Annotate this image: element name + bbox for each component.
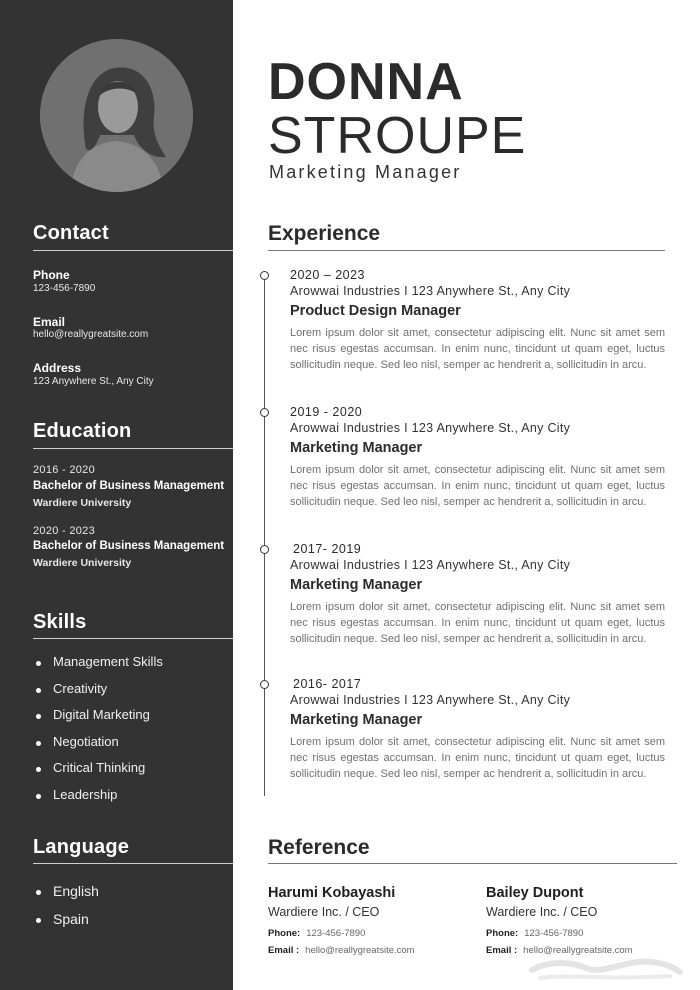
contact-title: Contact [33,222,109,244]
reference-company: Wardiere Inc. / CEO [486,905,598,919]
skill-item: Creativity [36,681,163,708]
timeline-dot [260,271,269,280]
reference-phone: 123-456-7890 [306,928,366,939]
reference-phone-row [486,928,583,939]
skill-item: Management Skills [36,654,163,681]
experience-company: Arowwai Industries I 123 Anywhere St., Any City [290,558,571,572]
skills-title: Skills [33,611,87,633]
reference-phone-label: Phone: [486,928,519,939]
contact-address-value: 123 Anywhere St., Any City [33,376,154,387]
language-item: Spain [36,911,99,939]
contact-email-value: hello@reallygreatsite.com [33,329,149,340]
experience-company: Arowwai Industries I 123 Anywhere St., Any City [290,693,571,707]
reference-name: Harumi Kobayashi [268,885,396,901]
skills-list [36,654,163,813]
language-item: English [36,883,99,911]
education-divider [33,448,233,449]
language-divider [33,863,233,864]
contact-phone-label: Phone [33,268,70,282]
experience-years: 2017- 2019 [293,542,362,556]
experience-position: Marketing Manager [290,712,423,728]
timeline-line [264,275,265,796]
watermark-graphic [520,940,690,985]
reference-email-label: Email : [486,945,518,956]
experience-years: 2020 – 2023 [290,268,366,282]
reference-phone: 123-456-7890 [524,928,584,939]
sidebar [0,0,233,990]
experience-description: Lorem ipsum dolor sit amet, consectetur adipiscing elit. Nunc sit amet sem nec risus egestas accumsan. In enim nunc, tincidunt ut quam eget, luctus sollicitudin neque. Sed leo nisl, semper ac hendrerit a, sollicitudin in arcu. [290,327,665,371]
contact-address-label: Address [33,361,82,375]
experience-description: Lorem ipsum dolor sit amet, consectetur adipiscing elit. Nunc sit amet sem nec risus egestas accumsan. In enim nunc, tincidunt ut quam eget, luctus sollicitudin neque. Sed leo nisl, semper ac hendrerit a, sollicitudin in arcu. [290,736,665,780]
reference-title: Reference [268,836,370,859]
reference-phone-row [268,928,365,939]
job-role: Marketing Manager [269,162,462,182]
timeline-dot [260,680,269,689]
experience-company: Arowwai Industries I 123 Anywhere St., Any City [290,284,571,298]
experience-company: Arowwai Industries I 123 Anywhere St., Any City [290,421,571,435]
experience-title: Experience [268,222,381,245]
skill-item: Critical Thinking [36,760,163,787]
skill-item: Digital Marketing [36,707,163,734]
reference-name: Bailey Dupont [486,885,584,901]
experience-divider [268,250,665,251]
contact-email-label: Email [33,315,66,329]
experience-position: Product Design Manager [290,303,461,319]
education-school: Wardiere University [33,497,132,509]
skills-divider [33,638,233,639]
reference-email-row [268,945,415,956]
experience-position: Marketing Manager [290,577,423,593]
contact-divider [33,250,233,251]
education-degree: Bachelor of Business Management [33,480,225,492]
experience-years: 2019 - 2020 [290,405,363,419]
language-list [36,883,99,939]
last-name: STROUPE [268,107,527,165]
timeline-dot [260,545,269,554]
experience-years: 2016- 2017 [293,677,362,691]
reference-email: hello@reallygreatsite.com [305,945,415,956]
reference-email: hello@reallygreatsite.com [523,945,633,956]
education-years: 2020 - 2023 [33,525,96,537]
education-school: Wardiere University [33,557,132,569]
contact-phone-value: 123-456-7890 [33,283,96,294]
reference-phone-label: Phone: [268,928,301,939]
reference-email-label: Email : [268,945,300,956]
first-name: DONNA [268,53,464,111]
skill-item: Leadership [36,787,163,814]
experience-description: Lorem ipsum dolor sit amet, consectetur adipiscing elit. Nunc sit amet sem nec risus egestas accumsan. In enim nunc, tincidunt ut quam eget, luctus sollicitudin neque. Sed leo nisl, semper ac hendrerit a, sollicitudin in arcu. [290,464,665,508]
language-title: Language [33,836,130,858]
education-degree: Bachelor of Business Management [33,540,225,552]
education-years: 2016 - 2020 [33,464,96,476]
experience-position: Marketing Manager [290,440,423,456]
reference-divider [268,863,677,864]
reference-company: Wardiere Inc. / CEO [268,905,380,919]
timeline-dot [260,408,269,417]
education-title: Education [33,420,132,442]
skill-item: Negotiation [36,734,163,761]
profile-photo [40,39,193,192]
experience-description: Lorem ipsum dolor sit amet, consectetur adipiscing elit. Nunc sit amet sem nec risus egestas accumsan. In enim nunc, tincidunt ut quam eget, luctus sollicitudin neque. Sed leo nisl, semper ac hendrerit a, sollicitudin in arcu. [290,601,665,645]
